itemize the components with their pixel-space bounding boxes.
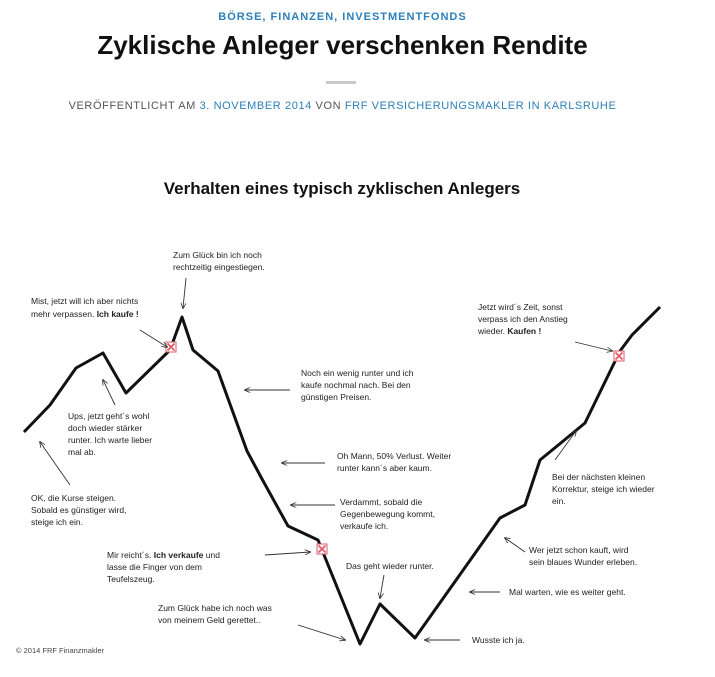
svg-text:Teufelszeug.: Teufelszeug. [107,574,155,584]
svg-text:runter kann´s aber kaum.: runter kann´s aber kaum. [337,463,432,473]
arrow-jetztwirds [575,342,612,351]
svg-text:OK, die Kurse steigen.: OK, die Kurse steigen. [31,493,117,503]
arrow-ok [40,442,70,485]
svg-text:Gegenbewegung kommt,: Gegenbewegung kommt, [340,509,435,519]
svg-text:Ups, jetzt geht´s wohl: Ups, jetzt geht´s wohl [68,411,150,421]
annotation-jetztwirds [477,302,568,336]
arrow-glueck2 [298,625,345,640]
svg-text:Mir reicht´s. Ich verkaufe und: Mir reicht´s. Ich verkaufe und [107,550,220,560]
svg-text:Sobald es günstiger wird,: Sobald es günstiger wird, [31,505,127,515]
svg-text:Mal warten, wie es weiter geht: Mal warten, wie es weiter geht. [509,587,626,597]
svg-text:Zum Glück bin ich noch: Zum Glück bin ich noch [173,250,262,260]
svg-text:Zum Glück habe ich noch was: Zum Glück habe ich noch was [158,603,272,613]
arrow-mist [140,330,167,347]
svg-text:kaufe nochmal nach. Bei den: kaufe nochmal nach. Bei den [301,380,411,390]
svg-text:verkaufe ich.: verkaufe ich. [340,521,389,531]
annotation-ups [68,411,152,457]
svg-text:steige ich ein.: steige ich ein. [31,517,83,527]
figure-copyright: © 2014 FRF Finanzmakler [16,646,105,655]
article-figure [0,160,715,677]
buy-marker-top [166,342,176,352]
svg-text:Das geht wieder runter.: Das geht wieder runter. [346,561,434,571]
svg-text:Verdammt, sobald die: Verdammt, sobald die [340,497,423,507]
svg-text:Korrektur, steige ich wieder: Korrektur, steige ich wieder [552,484,655,494]
annotation-wussteich [472,635,525,645]
figure-title: Verhalten eines typisch zyklischen Anlegers [163,179,521,198]
arrow-daswieder [380,575,384,598]
buy-marker-right [614,351,624,361]
svg-text:ein.: ein. [552,496,566,506]
svg-text:mal ab.: mal ab. [68,447,96,457]
arrow-glueck1 [183,278,186,308]
annotation-verdammt [340,497,435,531]
svg-text:runter. Ich warte lieber: runter. Ich warte lieber [68,435,153,445]
author-link[interactable]: FRF VERSICHERUNGSMAKLER IN KARLSRUHE [344,100,617,112]
svg-text:Oh Mann, 50% Verlust. Weiter: Oh Mann, 50% Verlust. Weiter [337,451,452,461]
annotation-ohmann [337,451,451,473]
annotation-mirreichts [107,550,220,584]
title-divider [326,81,356,84]
post-date-link[interactable]: 3. NOVEMBER 2014 [199,100,312,112]
by-label: VON [315,100,342,112]
svg-text:Mist, jetzt will ich aber nich: Mist, jetzt will ich aber nichts [31,296,139,306]
post-meta [0,100,685,112]
annotation-daswieder [346,561,434,571]
category-link-investmentfonds[interactable]: INVESTMENTFONDS [342,11,467,23]
post-title: Zyklische Anleger verschenken Rendite [97,30,588,60]
annotation-glueck2 [158,603,272,625]
svg-text:mehr verpassen. Ich kaufe !: mehr verpassen. Ich kaufe ! [31,309,139,319]
arrow-werjetzt [505,538,525,552]
annotation-ok [31,493,126,527]
svg-text:rechtzeitig eingestiegen.: rechtzeitig eingestiegen. [173,262,265,272]
arrow-mirreichts [265,552,310,555]
arrow-ups [103,380,115,405]
published-label: VERÖFFENTLICHT AM [68,100,196,112]
post-categories: BÖRSE, FINANZEN, INVESTMENTFONDS [218,11,467,23]
svg-text:günstigen Preisen.: günstigen Preisen. [301,392,372,402]
sell-marker-bottom [317,544,327,554]
svg-text:lasse die Finger von dem: lasse die Finger von dem [107,562,202,572]
svg-text:wieder. Kaufen !: wieder. Kaufen ! [478,326,542,336]
annotation-werjetzt [529,545,637,567]
annotation-nochein [301,368,414,402]
category-link-boerse[interactable]: BÖRSE [218,11,263,23]
annotation-mist [31,296,139,319]
svg-text:Wusste ich ja.: Wusste ich ja. [472,635,525,645]
svg-text:doch wieder stärker: doch wieder stärker [68,423,143,433]
svg-text:Noch ein wenig runter und ich: Noch ein wenig runter und ich [301,368,414,378]
svg-text:Wer jetzt schon kauft, wird: Wer jetzt schon kauft, wird [529,545,629,555]
svg-text:Jetzt wird´s Zeit, sonst: Jetzt wird´s Zeit, sonst [478,302,563,312]
svg-text:von meinem Geld gerettet..: von meinem Geld gerettet.. [158,615,261,625]
annotation-malwarten [509,587,626,597]
annotation-beinaechsten [552,472,655,506]
cycle-diagram [0,160,715,677]
svg-text:Bei der nächsten kleinen: Bei der nächsten kleinen [552,472,646,482]
svg-text:verpass ich den Anstieg: verpass ich den Anstieg [478,314,568,324]
annotation-glueck1 [173,250,265,272]
category-link-finanzen[interactable]: FINANZEN [270,11,335,23]
svg-text:sein blaues Wunder erleben.: sein blaues Wunder erleben. [529,557,638,567]
